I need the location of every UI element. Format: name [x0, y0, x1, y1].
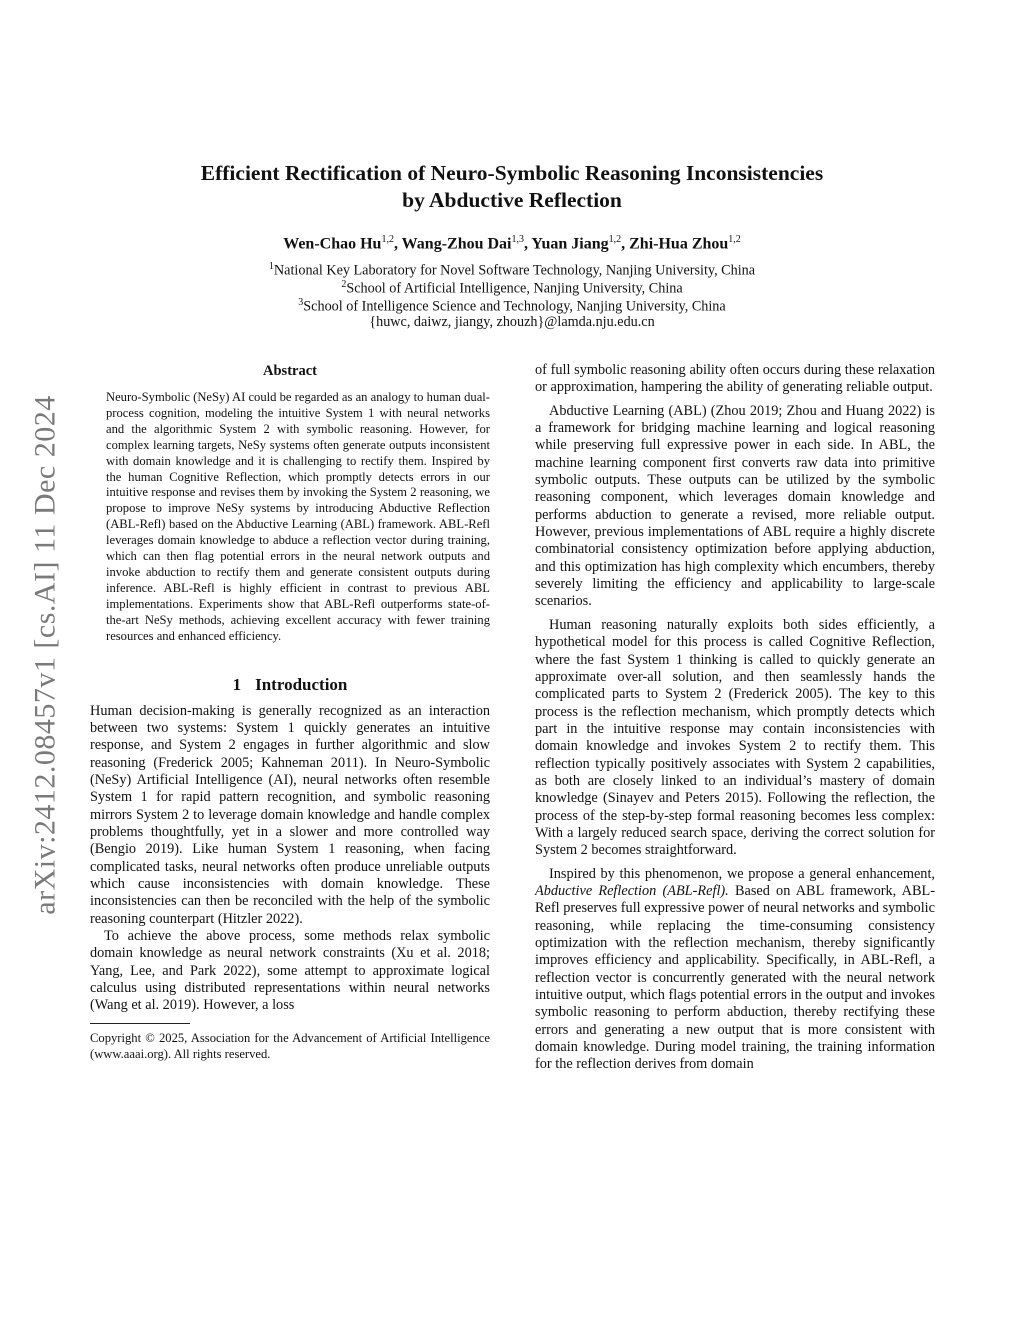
- paper-title: [0, 160, 1024, 214]
- right-column: [535, 362, 935, 1074]
- footnote-divider: [90, 1023, 190, 1024]
- affiliation-text: School of Artificial Intelligence, Nanjing University, China: [346, 280, 683, 297]
- body-text-run: Based on ABL framework, ABL-Refl preserves full expressive power of neural networks and symbolic reasoning, while replacing the time-consuming consistency optimization with the reflection mechanism, thereby significantly improves efficiency and applicability. Specifically, in ABL-Refl, a reflection vector is concurrently generated with the neural network intuitive output, which flags potential errors in the output and invokes symbolic reasoning to perform abduction, thereby rectifying these errors and generating a new output that is more consistent with domain knowledge. During model training, the training information for the reflection derives from domain: [535, 882, 935, 1073]
- arxiv-identifier-text: arXiv:2412.08457v1 [cs.AI] 11 Dec 2024: [29, 395, 63, 915]
- author-name: Wen-Chao Hu: [283, 235, 382, 253]
- body-paragraph: Abductive Learning (ABL) (Zhou 2019; Zhou and Huang 2022) is a framework for bridging machine learning and logical reasoning while preserving full expressive power in each side. In ABL, the machine learning component first converts raw data into primitive symbolic outputs. These outputs can be utilized by the symbolic reasoning component, which leverages domain knowledge and performs abduction to generate a revised, more reliable output. However, previous implementations of ABL require a highly discrete combinatorial consistency optimization before applying abduction, and this optimization has high complexity which encumbers, thereby severely limiting the efficiency and applicability to large-scale scenarios.: [535, 402, 935, 610]
- body-paragraph: Human reasoning naturally exploits both sides efficiently, a hypothetical model for this process is called Cognitive Reflection, where the fast System 1 thinking is called to quickly generate an approximate over-all solution, and then seamlessly hands the complicated parts to System 2 (Frederick 2005). The key to this process is the reflection mechanism, which promptly detects which part in the intuitive response may contain inconsistencies with domain knowledge and invokes System 2 to rectify them. This reflection typically positively associates with System 2 capabilities, as both are closely linked to an individual’s mastery of domain knowledge (Sinayev and Peters 2015). Following the reflection, the process of the step-by-step formal reasoning becomes less complex: With a largely reduced search space, deriving the correct solution for System 2 becomes straightforward.: [535, 616, 935, 859]
- copyright-footnote: Copyright © 2025, Association for the Advancement of Artificial Intelligence (www.aaai.org). All rights reserved.: [90, 1030, 490, 1061]
- body-paragraph: To achieve the above process, some methods relax symbolic domain knowledge as neural network constraints (Xu et al. 2018; Yang, Lee, and Park 2022), some attempt to approximate logical calculus using distributed representations within neural networks (Wang et al. 2019). However, a loss: [90, 927, 490, 1014]
- arxiv-identifier: [30, 360, 62, 950]
- author-name: Wang-Zhou Dai: [401, 235, 512, 253]
- abstract-heading: Abstract: [263, 363, 317, 379]
- section-title: Introduction: [255, 674, 348, 694]
- affiliation-mark: 1: [268, 261, 274, 272]
- author-affiliation-mark: 1,3: [511, 234, 524, 245]
- author-affiliation-mark: 1,2: [728, 234, 741, 245]
- affiliation-text: School of Intelligence Science and Technology, Nanjing University, China: [303, 298, 726, 315]
- body-paragraph: Human decision-making is generally recognized as an interaction between two systems: System 1 quickly generates an intuitive response, and System 2 engages in further algorithmic and slow reasoning (Frederick 2005; Kahneman 2011). In Neuro-Symbolic (NeSy) Artificial Intelligence (AI), neural networks often resemble System 1 for rapid pattern recognition, and symbolic reasoning mirrors System 2 to leverage domain knowledge and handle complex problems thoughtfully, yet in a slower and more controlled way (Bengio 2019). Like human System 1 reasoning, when facing complicated tasks, neural networks often produce unreliable outputs which cause inconsistencies with domain knowledge. These inconsistencies can then be reconciled with the help of the symbolic reasoning counterpart (Hitzler 2022).: [90, 702, 490, 927]
- body-paragraph: [535, 866, 935, 1074]
- paper-title-line-2: by Abductive Reflection: [402, 188, 622, 212]
- emphasized-term: Abductive Reflection (ABL-Refl).: [535, 882, 729, 899]
- author-name: Zhi-Hua Zhou: [629, 235, 729, 253]
- author-affiliation-mark: 1,2: [608, 234, 622, 245]
- body-text-run: Inspired by this phenomenon, we propose a general enhancement,: [549, 865, 935, 882]
- abstract-text: Neuro-Symbolic (NeSy) AI could be regarded as an analogy to human dual-process cognition, modeling the intuitive System 1 with neural networks and the algorithmic System 2 with symbolic reasoning. However, for complex learning targets, NeSy systems often generate outputs inconsistent with domain knowledge and it is challenging to rectify them. Inspired by the human Cognitive Reflection, which promptly detects errors in our intuitive response and revises them by invoking the System 2 reasoning, we propose to improve NeSy systems by introducing Abductive Reflection (ABL-Refl) based on the Abductive Learning (ABL) framework. ABL-Refl leverages domain knowledge to abduce a reflection vector during training, which can then flag potential errors in the neural network outputs and invoke abduction to rectify them and generate consistent outputs during inference. ABL-Refl is highly efficient in contrast to previous ABL implementations. Experiments show that ABL-Refl outperforms state-of-the-art NeSy methods, achieving excellent accuracy with fewer training resources and enhanced efficiency.: [106, 390, 490, 643]
- section-heading-introduction: [90, 675, 490, 695]
- paper-title-line-1: Efficient Rectification of Neuro-Symbolic Reasoning Inconsistencies: [200, 161, 824, 185]
- left-column: [90, 362, 490, 1062]
- author-list: Wen-Chao Hu$^{1,2}$, Wang-Zhou Dai$^{1,3}$, Yuan Jiang$^{1,2}$, Zhi-Hua Zhou$^{1,2}$: [283, 234, 741, 253]
- body-paragraph: of full symbolic reasoning ability often occurs during these relaxation or approximation, hampering the ability of generating reliable output.: [535, 362, 935, 396]
- author-affiliation-mark: 1,2: [381, 234, 394, 245]
- affiliation-mark: 2: [341, 279, 347, 290]
- author-emails: {huwc, daiwz, jiangy, zhouzh}@lamda.nju.edu.cn: [369, 314, 655, 330]
- affiliation-text: National Key Laboratory for Novel Software Technology, Nanjing University, China: [273, 262, 756, 279]
- author-name: Yuan Jiang: [531, 235, 609, 253]
- section-number: 1: [232, 674, 242, 694]
- affiliation-mark: 3: [298, 297, 304, 308]
